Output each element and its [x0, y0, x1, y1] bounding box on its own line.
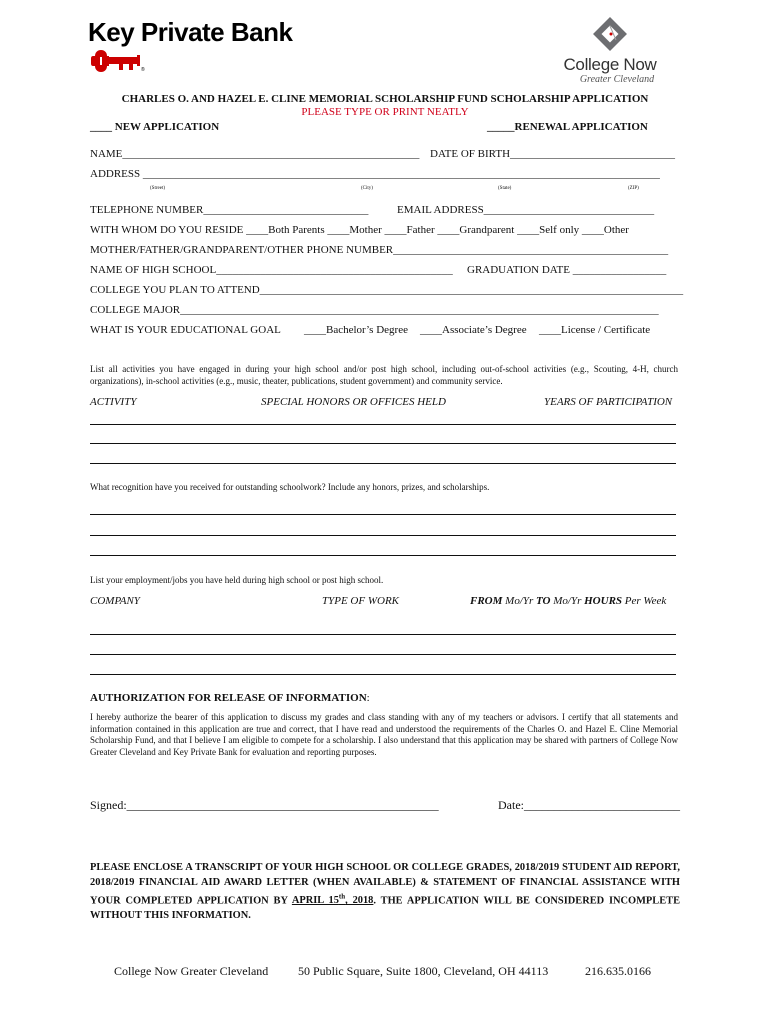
- college-now-logo: [548, 14, 672, 85]
- authorization-body: I hereby authorize the bearer of this application to discuss my grades and class standing with any of my teachers or advisors. I certify that all statements and information contained in this application are true and correct, that I have read and understood the requirements of the Charles O. and Hazel E. Cline Memorial Scholarship Fund, and that I believe I am eligible to compete for a scholarship. I also understand that this application may be shared with partners of College Now Greater Cleveland and Key Private Bank for evaluation and reporting purposes.: [90, 712, 678, 757]
- recognition-line-1[interactable]: [90, 514, 676, 515]
- enclosure-text-2: . THE APPLICATION WILL BE CONSIDERED INCOMPLETE WITHOUT THIS INFORMATION.: [90, 895, 680, 922]
- deadline-suffix: th: [338, 893, 346, 901]
- authorization-heading-text: AUTHORIZATION FOR RELEASE OF INFORMATION: [90, 692, 367, 704]
- mo-yr-label-2: Mo/Yr: [550, 595, 585, 607]
- address-city-label: (City): [361, 186, 373, 191]
- new-application-field[interactable]: ____ NEW APPLICATION: [90, 121, 220, 133]
- reside-options[interactable]: WITH WHOM DO YOU RESIDE ____Both Parents ____Mother ____Father ____Grandparent ____Self only ____Other: [90, 224, 629, 236]
- enclosure-text-1: PLEASE ENCLOSE A TRANSCRIPT OF YOUR HIGH SCHOOL OR COLLEGE GRADES, 2018/2019 STUDENT AID REPORT, 2018/2019 FINANCIAL AID AWARD LETTER (WHEN AVAILABLE) & STATEMENT OF FINANCIAL ASSISTANCE WITH YOUR COMPLETED APPLICATION BY: [90, 862, 680, 907]
- deadline-year: , 2018: [345, 895, 374, 907]
- college-major-field[interactable]: COLLEGE MAJOR_______________________________________________________________________________________: [90, 304, 659, 316]
- key-icon: [91, 49, 157, 73]
- activity-line-1[interactable]: [90, 424, 676, 425]
- graduation-date-field[interactable]: GRADUATION DATE _________________: [467, 264, 667, 276]
- employment-line-1[interactable]: [90, 634, 676, 635]
- mo-yr-label-1: Mo/Yr: [502, 595, 537, 607]
- activities-intro: List all activities you have engaged in during your high school and/or post high school, including out-of-school activities (e.g., Scouting, 4-H, church organizations), in-school activities (e.g., music, theater, publications, student government) and community service.: [90, 364, 678, 386]
- enclosure-notice: [90, 860, 680, 923]
- signature-date-field[interactable]: Date:__________________________: [498, 798, 680, 812]
- honors-column-header: SPECIAL HONORS OR OFFICES HELD: [261, 396, 446, 408]
- address-street-label: (Street): [150, 186, 165, 191]
- recognition-line-3[interactable]: [90, 555, 676, 556]
- footer-organization: College Now Greater Cleveland: [114, 964, 269, 978]
- renewal-application-field[interactable]: _____RENEWAL APPLICATION: [487, 121, 648, 133]
- deadline: [292, 895, 374, 906]
- employment-line-2[interactable]: [90, 654, 676, 655]
- key-private-bank-logo: [88, 18, 292, 73]
- registered-mark: ®: [141, 67, 145, 73]
- goal-bachelor-option[interactable]: ____Bachelor’s Degree: [304, 324, 408, 336]
- employment-line-3[interactable]: [90, 674, 676, 675]
- years-column-header: YEARS OF PARTICIPATION: [544, 396, 673, 408]
- college-field[interactable]: COLLEGE YOU PLAN TO ATTEND_____________________________________________________________________________: [90, 284, 684, 296]
- key-private-bank-wordmark: Key Private Bank: [88, 17, 293, 47]
- telephone-field[interactable]: TELEPHONE NUMBER______________________________: [90, 204, 369, 216]
- authorization-heading: [90, 692, 370, 704]
- date-of-birth-field[interactable]: DATE OF BIRTH______________________________: [430, 148, 676, 160]
- activity-line-2[interactable]: [90, 443, 676, 444]
- dates-hours-column-header: [470, 595, 666, 607]
- goal-associate-option[interactable]: ____Associate’s Degree: [420, 324, 527, 336]
- to-label: TO: [536, 595, 551, 607]
- footer-phone: 216.635.0166: [585, 964, 651, 978]
- form-subtitle: PLEASE TYPE OR PRINT NEATLY: [301, 106, 469, 118]
- activity-column-header: ACTIVITY: [90, 396, 137, 408]
- name-field[interactable]: NAME______________________________________________________: [90, 148, 420, 160]
- address-zip-label: (ZIP): [628, 186, 639, 191]
- college-now-subtitle: Greater Cleveland: [579, 74, 655, 85]
- from-label: FROM: [470, 595, 503, 607]
- college-now-emblem-icon: [590, 14, 630, 54]
- recognition-prompt: What recognition have you received for outstanding schoolwork? Include any honors, prizes, and scholarships.: [90, 482, 490, 492]
- guardian-phone-field[interactable]: MOTHER/FATHER/GRANDPARENT/OTHER PHONE NUMBER__________________________________________________: [90, 244, 669, 256]
- activity-line-3[interactable]: [90, 463, 676, 464]
- per-week-label: Per Week: [622, 595, 667, 607]
- company-column-header: COMPANY: [90, 595, 140, 607]
- college-now-wordmark: College Now: [563, 55, 657, 74]
- high-school-field[interactable]: NAME OF HIGH SCHOOL___________________________________________: [90, 264, 453, 276]
- hours-label: HOURS: [584, 595, 623, 607]
- deadline-text: APRIL 15: [291, 895, 339, 907]
- goal-license-option[interactable]: ____License / Certificate: [539, 324, 651, 336]
- employment-prompt: List your employment/jobs you have held during high school or post high school.: [90, 575, 384, 585]
- address-field[interactable]: ADDRESS ______________________________________________________________________________________________: [90, 168, 660, 180]
- footer-address: 50 Public Square, Suite 1800, Cleveland, OH 44113: [298, 964, 549, 978]
- signature-field[interactable]: Signed:____________________________________________________: [90, 798, 439, 812]
- recognition-line-2[interactable]: [90, 535, 676, 536]
- address-state-label: (State): [498, 186, 512, 191]
- type-of-work-column-header: TYPE OF WORK: [322, 595, 399, 607]
- email-field[interactable]: EMAIL ADDRESS_______________________________: [397, 204, 655, 216]
- form-title: CHARLES O. AND HAZEL E. CLINE MEMORIAL SCHOLARSHIP FUND SCHOLARSHIP APPLICATION: [121, 93, 649, 105]
- authorization-heading-colon: :: [366, 692, 370, 704]
- educational-goal-label: WHAT IS YOUR EDUCATIONAL GOAL: [90, 324, 281, 336]
